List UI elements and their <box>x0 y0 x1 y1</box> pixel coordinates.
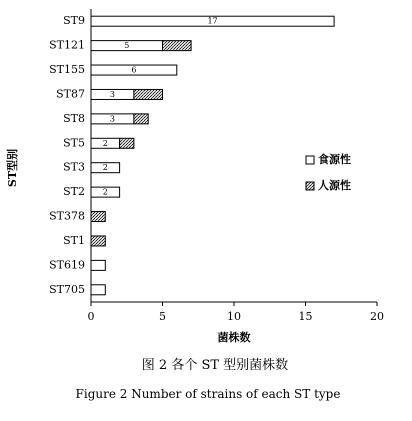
category-labels <box>49 14 85 296</box>
value-label-st2: 2 <box>102 187 108 197</box>
x-axis-title: 菌株数 <box>217 331 251 344</box>
category-label-st1: ST1 <box>63 233 85 247</box>
x-tick-label-15: 15 <box>298 310 313 323</box>
x-axis-ticks <box>88 302 385 323</box>
category-label-st619: ST619 <box>49 258 85 272</box>
bar-st1-human <box>91 236 105 246</box>
value-label-st155: 6 <box>131 65 137 75</box>
value-label-st8: 3 <box>109 114 115 124</box>
bar-st378-human <box>91 212 105 222</box>
value-label-st3: 2 <box>102 163 108 173</box>
y-axis-title: ST型别 <box>6 148 19 188</box>
value-label-st87: 3 <box>109 89 115 99</box>
legend <box>306 152 351 192</box>
bar-st619-food <box>91 260 105 270</box>
category-label-st155: ST155 <box>49 63 85 77</box>
caption-chinese: 图 2 各个 ST 型别菌株数 <box>141 358 289 373</box>
x-tick-label-20: 20 <box>370 310 384 323</box>
category-label-st705: ST705 <box>49 282 85 296</box>
bar-st705-food <box>91 285 105 295</box>
category-label-st8: ST8 <box>63 111 85 125</box>
bar-st121-human <box>163 41 192 51</box>
x-tick-label-10: 10 <box>227 310 241 323</box>
legend-label-human: 人源性 <box>318 179 351 192</box>
legend-swatch-human <box>306 182 314 190</box>
x-tick-label-5: 5 <box>159 310 166 323</box>
category-label-st378: ST378 <box>49 209 85 223</box>
caption-english: Figure 2 Number of strains of each ST type <box>75 387 341 401</box>
category-label-st9: ST9 <box>63 14 85 28</box>
category-label-st121: ST121 <box>49 38 85 52</box>
bars-group <box>91 16 334 295</box>
category-label-st87: ST87 <box>56 87 85 101</box>
x-tick-label-0: 0 <box>87 310 95 323</box>
category-label-st3: ST3 <box>63 160 85 174</box>
bar-st8-human <box>134 114 148 124</box>
legend-swatch-food <box>306 156 314 164</box>
bar-st5-human <box>120 138 134 148</box>
value-label-st9: 17 <box>207 16 218 26</box>
bar-st87-human <box>134 89 163 99</box>
value-label-st5: 2 <box>102 138 108 148</box>
category-label-st2: ST2 <box>63 185 85 199</box>
legend-label-food: 食源性 <box>318 153 351 166</box>
value-label-st121: 5 <box>124 41 130 51</box>
category-label-st5: ST5 <box>63 136 85 150</box>
